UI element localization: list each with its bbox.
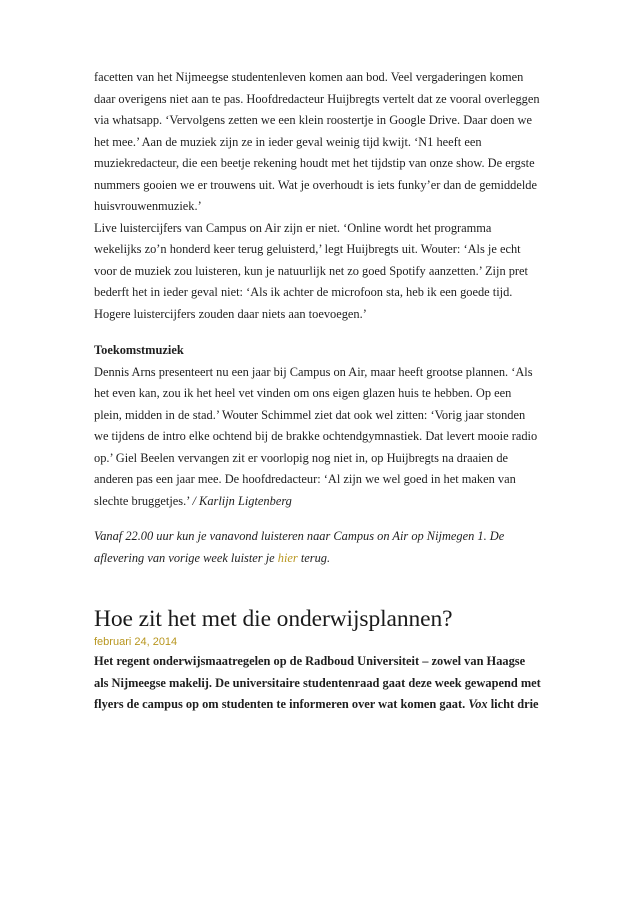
- text-line: huisvrouwenmuziek.’: [94, 199, 202, 213]
- text-line: we tijdens de intro elke ochtend bij de brakke ochtendgymnastiek. Dat levert mooie radio: [94, 429, 538, 443]
- article-paragraph-2: [94, 218, 542, 326]
- text-line: plein, midden in de stad.’ Wouter Schimmel ziet dat ook wel zitten: ‘Vorig jaar stonden: [94, 407, 526, 422]
- text-line: bederft het in ieder geval niet: ‘Als ik achter de microfoon sta, heb ik een goede tijd.: [94, 285, 513, 299]
- listen-link[interactable]: hier: [277, 550, 298, 565]
- author-byline: / Karlijn Ligtenberg: [192, 493, 292, 508]
- document-page: [94, 67, 542, 716]
- text-line: Vanaf 22.00 uur kun je vanavond luisteren naar Campus on Air op Nijmegen 1. De: [94, 529, 505, 543]
- text-line: wekelijks zo’n honderd keer terug geluisterd,’ legt Huijbregts uit. Wouter: ‘Als je echt: [94, 242, 521, 256]
- text-line: als Nijmeegse makelij. De universitaire studentenraad gaat deze week gewapend met: [94, 675, 541, 690]
- publication-name: Vox: [468, 697, 488, 711]
- article-date: februari 24, 2014: [94, 636, 178, 648]
- broadcast-note: [94, 526, 542, 569]
- article-paragraph-3: [94, 362, 542, 513]
- text-fragment: aflevering van vorige week luister je: [94, 550, 278, 565]
- text-line: [94, 491, 542, 513]
- text-line: nummers gooien we er trouwens uit. Wat je overhoudt is iets funky’er dan de gemiddelde: [94, 177, 538, 192]
- text-line: het even kan, zou ik het heel vet vinden om ons eigen glazen huis te hebben. Op een: [94, 386, 512, 400]
- text-line: voor de muziek zou luisteren, kun je natuurlijk net zo goed Spotify aanzetten.’ Zijn pret: [94, 263, 528, 278]
- text-line: muziekredacteur, die een beetje rekening houdt met het tijdstip van onze show. De ergste: [94, 156, 535, 170]
- text-line: [94, 694, 542, 716]
- text-line: facetten van het Nijmeegse studentenleven komen aan bod. Veel vergaderingen komen: [94, 70, 524, 84]
- text-line: Hogere luistercijfers zouden daar niets aan toevoegen.’: [94, 306, 367, 321]
- text-fragment: slechte bruggetjes.’: [94, 493, 193, 508]
- text-line: daar overigens niet aan te pas. Hoofdredacteur Huijbregts vertelt dat ze vooral overleggen: [94, 91, 540, 106]
- section-subheading: Toekomstmuziek: [94, 343, 184, 357]
- text-line: op.’ Giel Beelen vervangen zit er voorlopig nog niet in, op Huijbregts na draaien de: [94, 450, 509, 465]
- article-paragraph-1: [94, 67, 542, 218]
- text-line: anderen pas een jaar mee. De hoofdredacteur: ‘Al zijn we wel goed in het maken van: [94, 472, 516, 486]
- text-line: het mee.’ Aan de muziek zijn ze in ieder geval weinig tijd kwijt. ‘N1 heeft een: [94, 134, 482, 149]
- text-line: Het regent onderwijsmaatregelen op de Radboud Universiteit – zowel van Haagse: [94, 654, 526, 668]
- article-lead: [94, 651, 542, 716]
- text-line: [94, 548, 542, 570]
- text-fragment: licht drie: [487, 697, 539, 711]
- text-line: via whatsapp. ‘Vervolgens zetten we een klein roostertje in Google Drive. Daar doen we: [94, 113, 532, 127]
- text-fragment: flyers de campus op om studenten te informeren over wat komen gaat.: [94, 697, 469, 711]
- text-line: Dennis Arns presenteert nu een jaar bij Campus on Air, maar heeft grootse plannen. ‘Als: [94, 364, 533, 379]
- text-line: Live luistercijfers van Campus on Air zijn er niet. ‘Online wordt het programma: [94, 220, 492, 235]
- article-title[interactable]: Hoe zit het met die onderwijsplannen?: [94, 606, 453, 632]
- text-fragment: terug.: [297, 550, 331, 565]
